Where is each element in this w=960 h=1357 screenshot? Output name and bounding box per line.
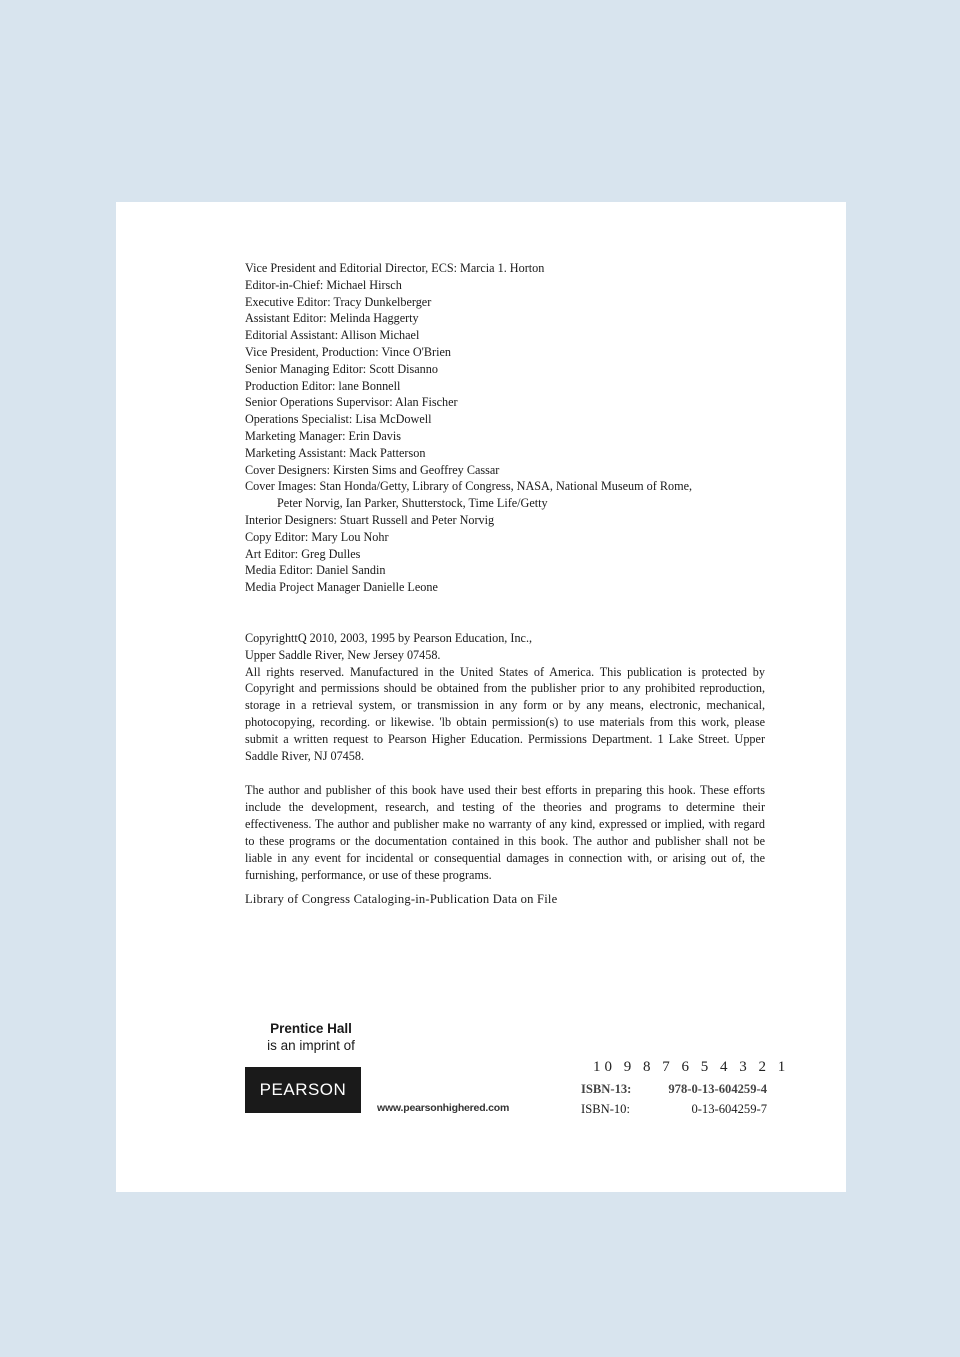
isbn13-value: 978-0-13-604259-4	[668, 1082, 767, 1096]
cip-data-line: Library of Congress Cataloging-in-Publication Data on File	[245, 892, 558, 906]
credit-line: Art Editor: Greg Dulles	[245, 546, 361, 561]
credit-line: Production Editor: lane Bonnell	[245, 378, 401, 393]
credit-line: Interior Designers: Stuart Russell and Peter Norvig	[245, 512, 495, 527]
credit-line-continued: Peter Norvig, Ian Parker, Shutterstock, Time Life/Getty	[277, 496, 548, 511]
credit-line: Cover Designers: Kirsten Sims and Geoffrey Cassar	[245, 462, 500, 477]
credit-line: Vice President and Editorial Director, ECS: Marcia 1. Horton	[245, 261, 545, 275]
imprint-statement	[256, 1020, 366, 1054]
isbn-block	[581, 1079, 767, 1119]
staff-credits-list	[245, 260, 785, 596]
pearson-logo	[245, 1067, 361, 1113]
credit-line: Assistant Editor: Melinda Haggerty	[245, 311, 419, 326]
warranty-disclaimer: The author and publisher of this book have used their best efforts in preparing this hook. These efforts include the development, research, and testing of the theories and programs to determine their effectiveness. The author and publisher make no warranty of any kind, expressed or implied, with regard to these programs or the documentation contained in this book. The author and publisher shall not be liable in any event for incidental or consequential damages in connection with, or arising out of, the furnishing, performance, or use of these programs.	[245, 783, 765, 882]
credit-line: Cover Images: Stan Honda/Getty, Library of Congress, NASA, National Museum of Rome,	[245, 479, 693, 494]
credit-line: Senior Operations Supervisor: Alan Fischer	[245, 395, 458, 410]
copyright-page	[116, 202, 846, 1192]
publisher-url: www.pearsonhighered.com	[377, 1102, 510, 1114]
isbn13-label: ISBN-13:	[581, 1082, 632, 1096]
credit-line: Copy Editor: Mary Lou Nohr	[245, 529, 389, 544]
isbn13-row	[581, 1079, 767, 1099]
credit-line: Marketing Manager: Erin Davis	[245, 428, 402, 443]
pearson-logo-text: PEARSON	[259, 1080, 347, 1099]
credit-line: Editor-in-Chief: Michael Hirsch	[245, 277, 402, 292]
printing-line: 10 9 8 7 6 5 4 3 2 1	[593, 1059, 790, 1075]
isbn10-label: ISBN-10:	[581, 1102, 630, 1116]
rights-statement: All rights reserved. Manufactured in the United States of America. This publication is protected by Copyright and permissions should be obtained from the publisher prior to any prohibited reproduction, storage in a retrieval system, or transmission in any form or by any means, electronic, mechanical, photocopying, recording. or likewise. 'lb obtain permission(s) to use materials from this work, please submit a written request to Pearson Higher Education. Permissions Department. 1 Lake Street. Upper Saddle River, NJ 07458.	[245, 664, 765, 763]
isbn10-row	[581, 1099, 767, 1119]
credit-line: Senior Managing Editor: Scott Disanno	[245, 361, 438, 376]
isbn10-value: 0-13-604259-7	[691, 1102, 767, 1116]
credit-line: Marketing Assistant: Mack Patterson	[245, 445, 426, 460]
credit-line: Media Project Manager Danielle Leone	[245, 580, 438, 595]
credit-line: Executive Editor: Tracy Dunkelberger	[245, 294, 432, 309]
copyright-line: CopyrighttQ 2010, 2003, 1995 by Pearson Education, Inc.,	[245, 631, 533, 645]
credit-line: Media Editor: Daniel Sandin	[245, 563, 386, 578]
credit-line: Editorial Assistant: Allison Michael	[245, 328, 420, 343]
imprint-name: Prentice Hall	[270, 1021, 352, 1036]
copyright-notice	[245, 630, 765, 764]
credit-line: Vice President, Production: Vince O'Brien	[245, 344, 451, 359]
publisher-address: Upper Saddle River, New Jersey 07458.	[245, 647, 441, 662]
imprint-tagline: is an imprint of	[267, 1038, 355, 1053]
credit-line: Operations Specialist: Lisa McDowell	[245, 412, 432, 427]
